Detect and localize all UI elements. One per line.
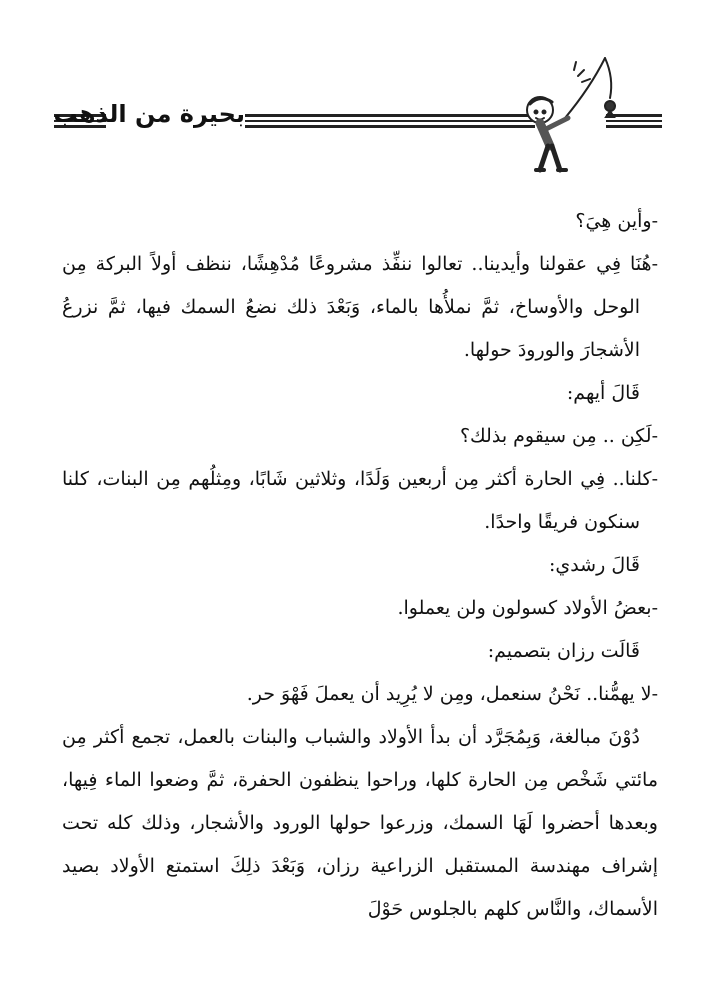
- dialogue-line: -بعضُ الأولاد كسولون ولن يعملوا.: [397, 597, 658, 619]
- dialogue-line: -هُنَا فِي عقولنا وأيدينا.. تعالوا ننفِّذ مشروعًا مُدْهِشًا، ننظف أولاً البركة مِن الوحل والأوساخ، ثمَّ نملأُها بالماء، وَبَعْدَ ذلك نضعُ السمك فيها، ثمَّ نزرعُ الأشجارَ والورودَ حولها.: [62, 253, 658, 361]
- body-paragraph: دُوْنَ مبالغة، وَبِمُجَرَّد أن بدأ الأولاد والشباب والبنات بالعمل، تجمع أكثر مِن مائتي شَخْص مِن الحارة كلها، وراحوا ينظفون الحفرة، ثمَّ وضعوا الماء فِيها، وبعدها أحضروا لَهَا السمك، وزرعوا حولها الورود والأشجار، وذلك كله تحت إشراف مهندسة المستقبل الزراعية رزان، وَبَعْدَ ذلِكَ استمتع الأولاد بصيد الأسماك، والنَّاس كلهم بالجلوس حَوْلَ: [62, 726, 658, 920]
- dialogue-line: -وأين هِيَ؟: [575, 210, 658, 232]
- dialogue-line: -لا يهمُّنا.. نَحْنُ سنعمل، ومِن لا يُرِيد أن يعملَ فَهْوَ حر.: [246, 683, 658, 705]
- narration-line: قَالَ أيهم:: [566, 382, 640, 404]
- dialogue-line: -لَكِن .. مِن سيقوم بذلك؟: [459, 425, 658, 447]
- boy-fishing-icon: [510, 48, 620, 178]
- page-header: [40, 48, 680, 178]
- page-title: بحيرة من الذهب: [53, 100, 245, 128]
- narration-line: قَالَت رزان بتصميم:: [487, 640, 640, 662]
- dialogue-line: -كلنا.. فِي الحارة أكثر مِن أربعين وَلَدًا، وثلاثين شَابًا، ومِثلُهم مِن البنات، كلنا سنكون فريقًا واحدًا.: [62, 468, 658, 533]
- decorative-rule-middle: [245, 114, 535, 128]
- decorative-rule-right: [606, 114, 662, 128]
- page-body: [62, 200, 658, 931]
- narration-line: قَالَ رشدي:: [548, 554, 640, 576]
